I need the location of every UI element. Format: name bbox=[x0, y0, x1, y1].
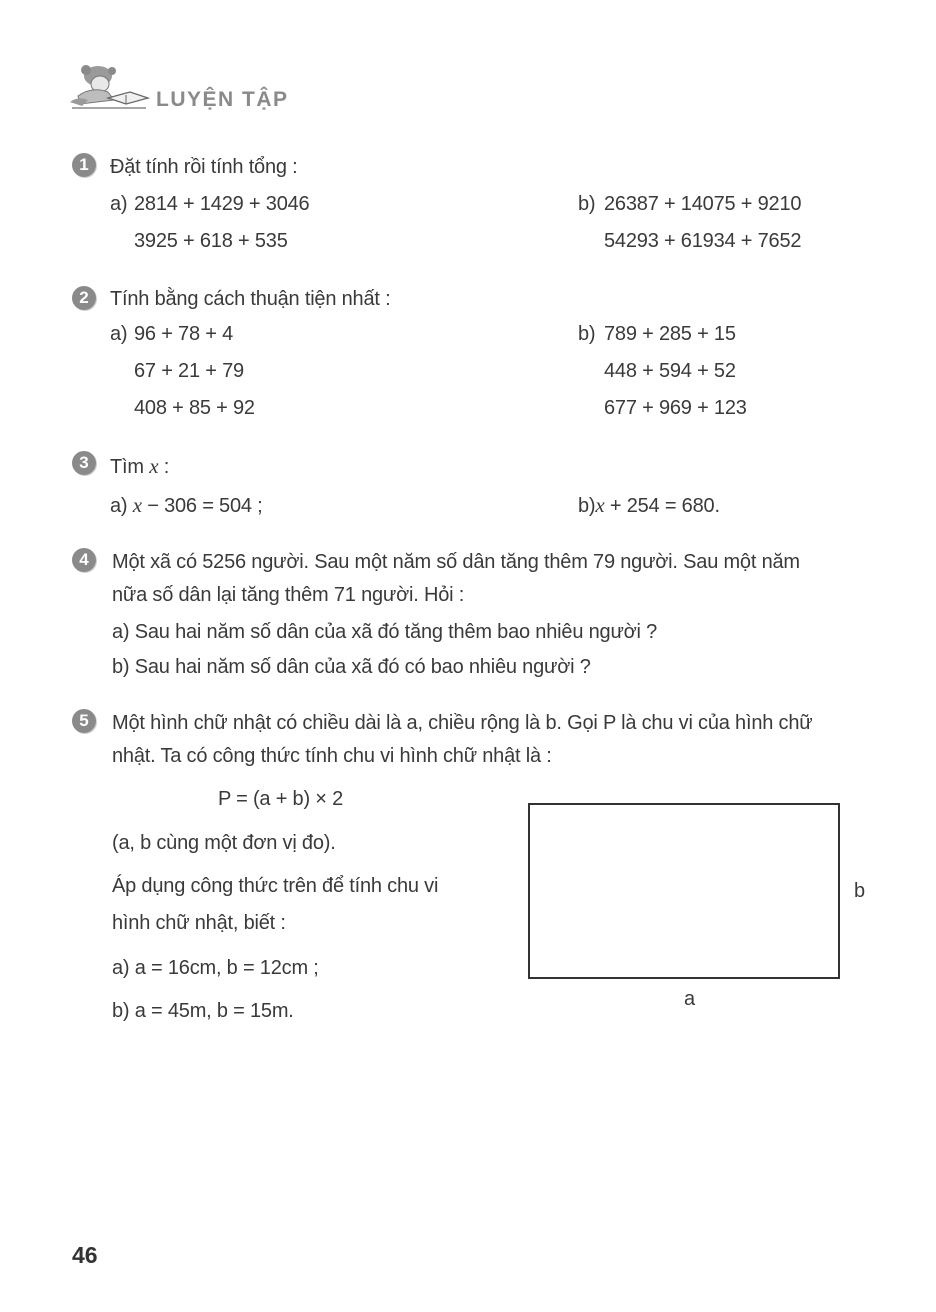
exercise-2-b1: 789 + 285 + 15 bbox=[604, 323, 736, 345]
exercise-4-question-a: a) Sau hai năm số dân của xã đó tăng thêm bao nhiêu người ? bbox=[112, 621, 658, 643]
exercise-2-a2: 67 + 21 + 79 bbox=[134, 360, 244, 382]
exercise-3-prompt bbox=[110, 454, 169, 479]
exercise-5-question-b: b) a = 45m, b = 15m. bbox=[112, 1000, 294, 1022]
exercise-2-a3: 408 + 85 + 92 bbox=[134, 397, 255, 419]
exercise-2-b-label: b) bbox=[578, 323, 596, 345]
exercise-5-question-a: a) a = 16cm, b = 12cm ; bbox=[112, 957, 319, 979]
apply-instruction-line-1: Áp dụng công thức trên để tính chu vi bbox=[112, 875, 439, 897]
variable-x: x bbox=[149, 454, 159, 478]
rectangle-width-label: b bbox=[854, 880, 865, 902]
variable-x: x bbox=[595, 493, 605, 517]
exercise-3-b bbox=[578, 493, 720, 518]
exercise-2-a1: 96 + 78 + 4 bbox=[134, 323, 234, 345]
exercise-1-a1: 2814 + 1429 + 3046 bbox=[134, 193, 310, 215]
exercise-number-badge: 5 bbox=[72, 709, 96, 733]
exercise-3-a-equation: − 306 = 504 ; bbox=[147, 495, 263, 517]
section-title: LUYỆN TẬP bbox=[156, 88, 289, 111]
page-number: 46 bbox=[72, 1242, 98, 1268]
exercise-4-line-2: nữa số dân lại tăng thêm 71 người. Hỏi : bbox=[112, 584, 465, 606]
exercise-3-prompt-text: Tìm bbox=[110, 456, 144, 478]
exercise-number-badge: 1 bbox=[72, 153, 96, 177]
rectangle-length-label: a bbox=[684, 988, 695, 1010]
exercise-1-a2: 3925 + 618 + 535 bbox=[134, 230, 288, 252]
exercise-3-colon: : bbox=[163, 456, 170, 478]
exercise-1-b2: 54293 + 61934 + 7652 bbox=[604, 230, 802, 252]
reading-girl-icon bbox=[68, 62, 150, 112]
exercise-2-a-label: a) bbox=[110, 323, 128, 345]
exercise-1-b1: 26387 + 14075 + 9210 bbox=[604, 193, 802, 215]
rectangle-diagram bbox=[528, 803, 840, 979]
unit-note: (a, b cùng một đơn vị đo). bbox=[112, 832, 336, 854]
exercise-4-line-1: Một xã có 5256 người. Sau một năm số dân tăng thêm 79 người. Sau một năm bbox=[112, 551, 800, 573]
exercise-5-line-1: Một hình chữ nhật có chiều dài là a, chiều rộng là b. Gọi P là chu vi của hình chữ bbox=[112, 712, 813, 734]
exercise-number-badge: 3 bbox=[72, 451, 96, 475]
exercise-1-a-label: a) bbox=[110, 193, 128, 215]
exercise-3-b-label: b) bbox=[578, 495, 596, 517]
exercise-number-badge: 2 bbox=[72, 286, 96, 310]
exercise-4-question-b: b) Sau hai năm số dân của xã đó có bao nhiêu người ? bbox=[112, 656, 591, 678]
exercise-2-b2: 448 + 594 + 52 bbox=[604, 360, 736, 382]
exercise-2-b3: 677 + 969 + 123 bbox=[604, 397, 747, 419]
exercise-3-b-equation: + 254 = 680. bbox=[609, 495, 720, 517]
exercise-3-a-label: a) bbox=[110, 495, 128, 517]
exercise-1-prompt: Đặt tính rồi tính tổng : bbox=[110, 156, 298, 178]
exercise-5-line-2: nhật. Ta có công thức tính chu vi hình chữ nhật là : bbox=[112, 745, 552, 767]
exercise-2-prompt: Tính bằng cách thuận tiện nhất : bbox=[110, 288, 391, 310]
perimeter-formula: P = (a + b) × 2 bbox=[218, 788, 344, 810]
apply-instruction-line-2: hình chữ nhật, biết : bbox=[112, 912, 286, 934]
exercise-number-badge: 4 bbox=[72, 548, 96, 572]
variable-x: x bbox=[132, 493, 142, 517]
exercise-3-a bbox=[110, 493, 263, 518]
exercise-1-b-label: b) bbox=[578, 193, 596, 215]
